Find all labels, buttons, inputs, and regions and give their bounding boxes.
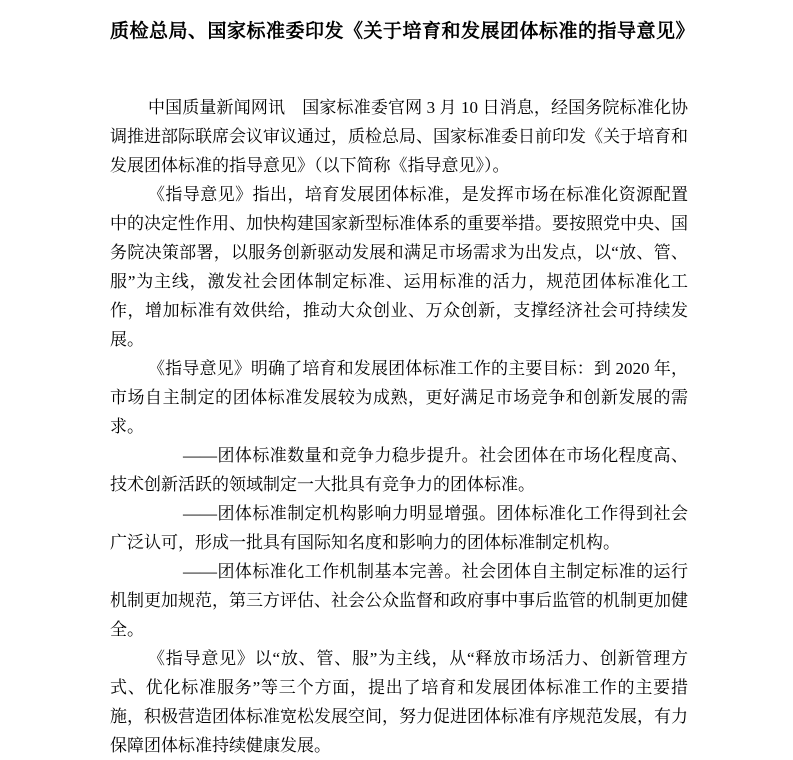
document-title: 质检总局、国家标准委印发《关于培育和发展团体标准的指导意见》 — [110, 21, 696, 42]
paragraph-main-goals: 《指导意见》明确了培育和发展团体标准工作的主要目标：到 2020 年，市场自主制定的团体标准发展较为成熟，更好满足市场竞争和创新发展的需求。 — [110, 359, 688, 436]
paragraph-goal-mechanism: ——团体标准化工作机制基本完善。社会团体自主制定标准的运行机制更加规范，第三方评估、社会公众监督和政府事中事后监管的机制更加健全。 — [110, 562, 688, 639]
paragraph-goal-quantity: ——团体标准数量和竞争力稳步提升。社会团体在市场化程度高、技术创新活跃的领域制定一大批具有竞争力的团体标准。 — [110, 446, 688, 494]
paragraph-guideline-points: 《指导意见》指出，培育发展团体标准，是发挥市场在标准化资源配置中的决定性作用、加快构建国家新型标准体系的重要举措。要按照党中央、国务院决策部署，以服务创新驱动发展和满足市场需求为出发点，以“放、管、服”为主线，激发社会团体制定标准、运用标准的活力，规范团体标准化工作，增加标准有效供给，推动大众创业、万众创新，支撑经济社会可持续发展。 — [110, 185, 688, 349]
paragraph-intro: 中国质量新闻网讯 国家标准委官网 3 月 10 日消息，经国务院标准化协调推进部际联席会议审议通过，质检总局、国家标准委日前印发《关于培育和发展团体标准的指导意见》（以下简称《指导意见》）。 — [110, 98, 688, 175]
paragraph-goal-influence: ——团体标准制定机构影响力明显增强。团体标准化工作得到社会广泛认可，形成一批具有国际知名度和影响力的团体标准制定机构。 — [110, 504, 688, 552]
paragraph-measures: 《指导意见》以“放、管、服”为主线，从“释放市场活力、创新管理方式、优化标准服务”等三个方面，提出了培育和发展团体标准工作的主要措施，积极营造团体标准宽松发展空间，努力促进团体标准有序规范发展，有力保障团体标准持续健康发展。 — [110, 649, 688, 755]
document-page — [110, 0, 696, 760]
